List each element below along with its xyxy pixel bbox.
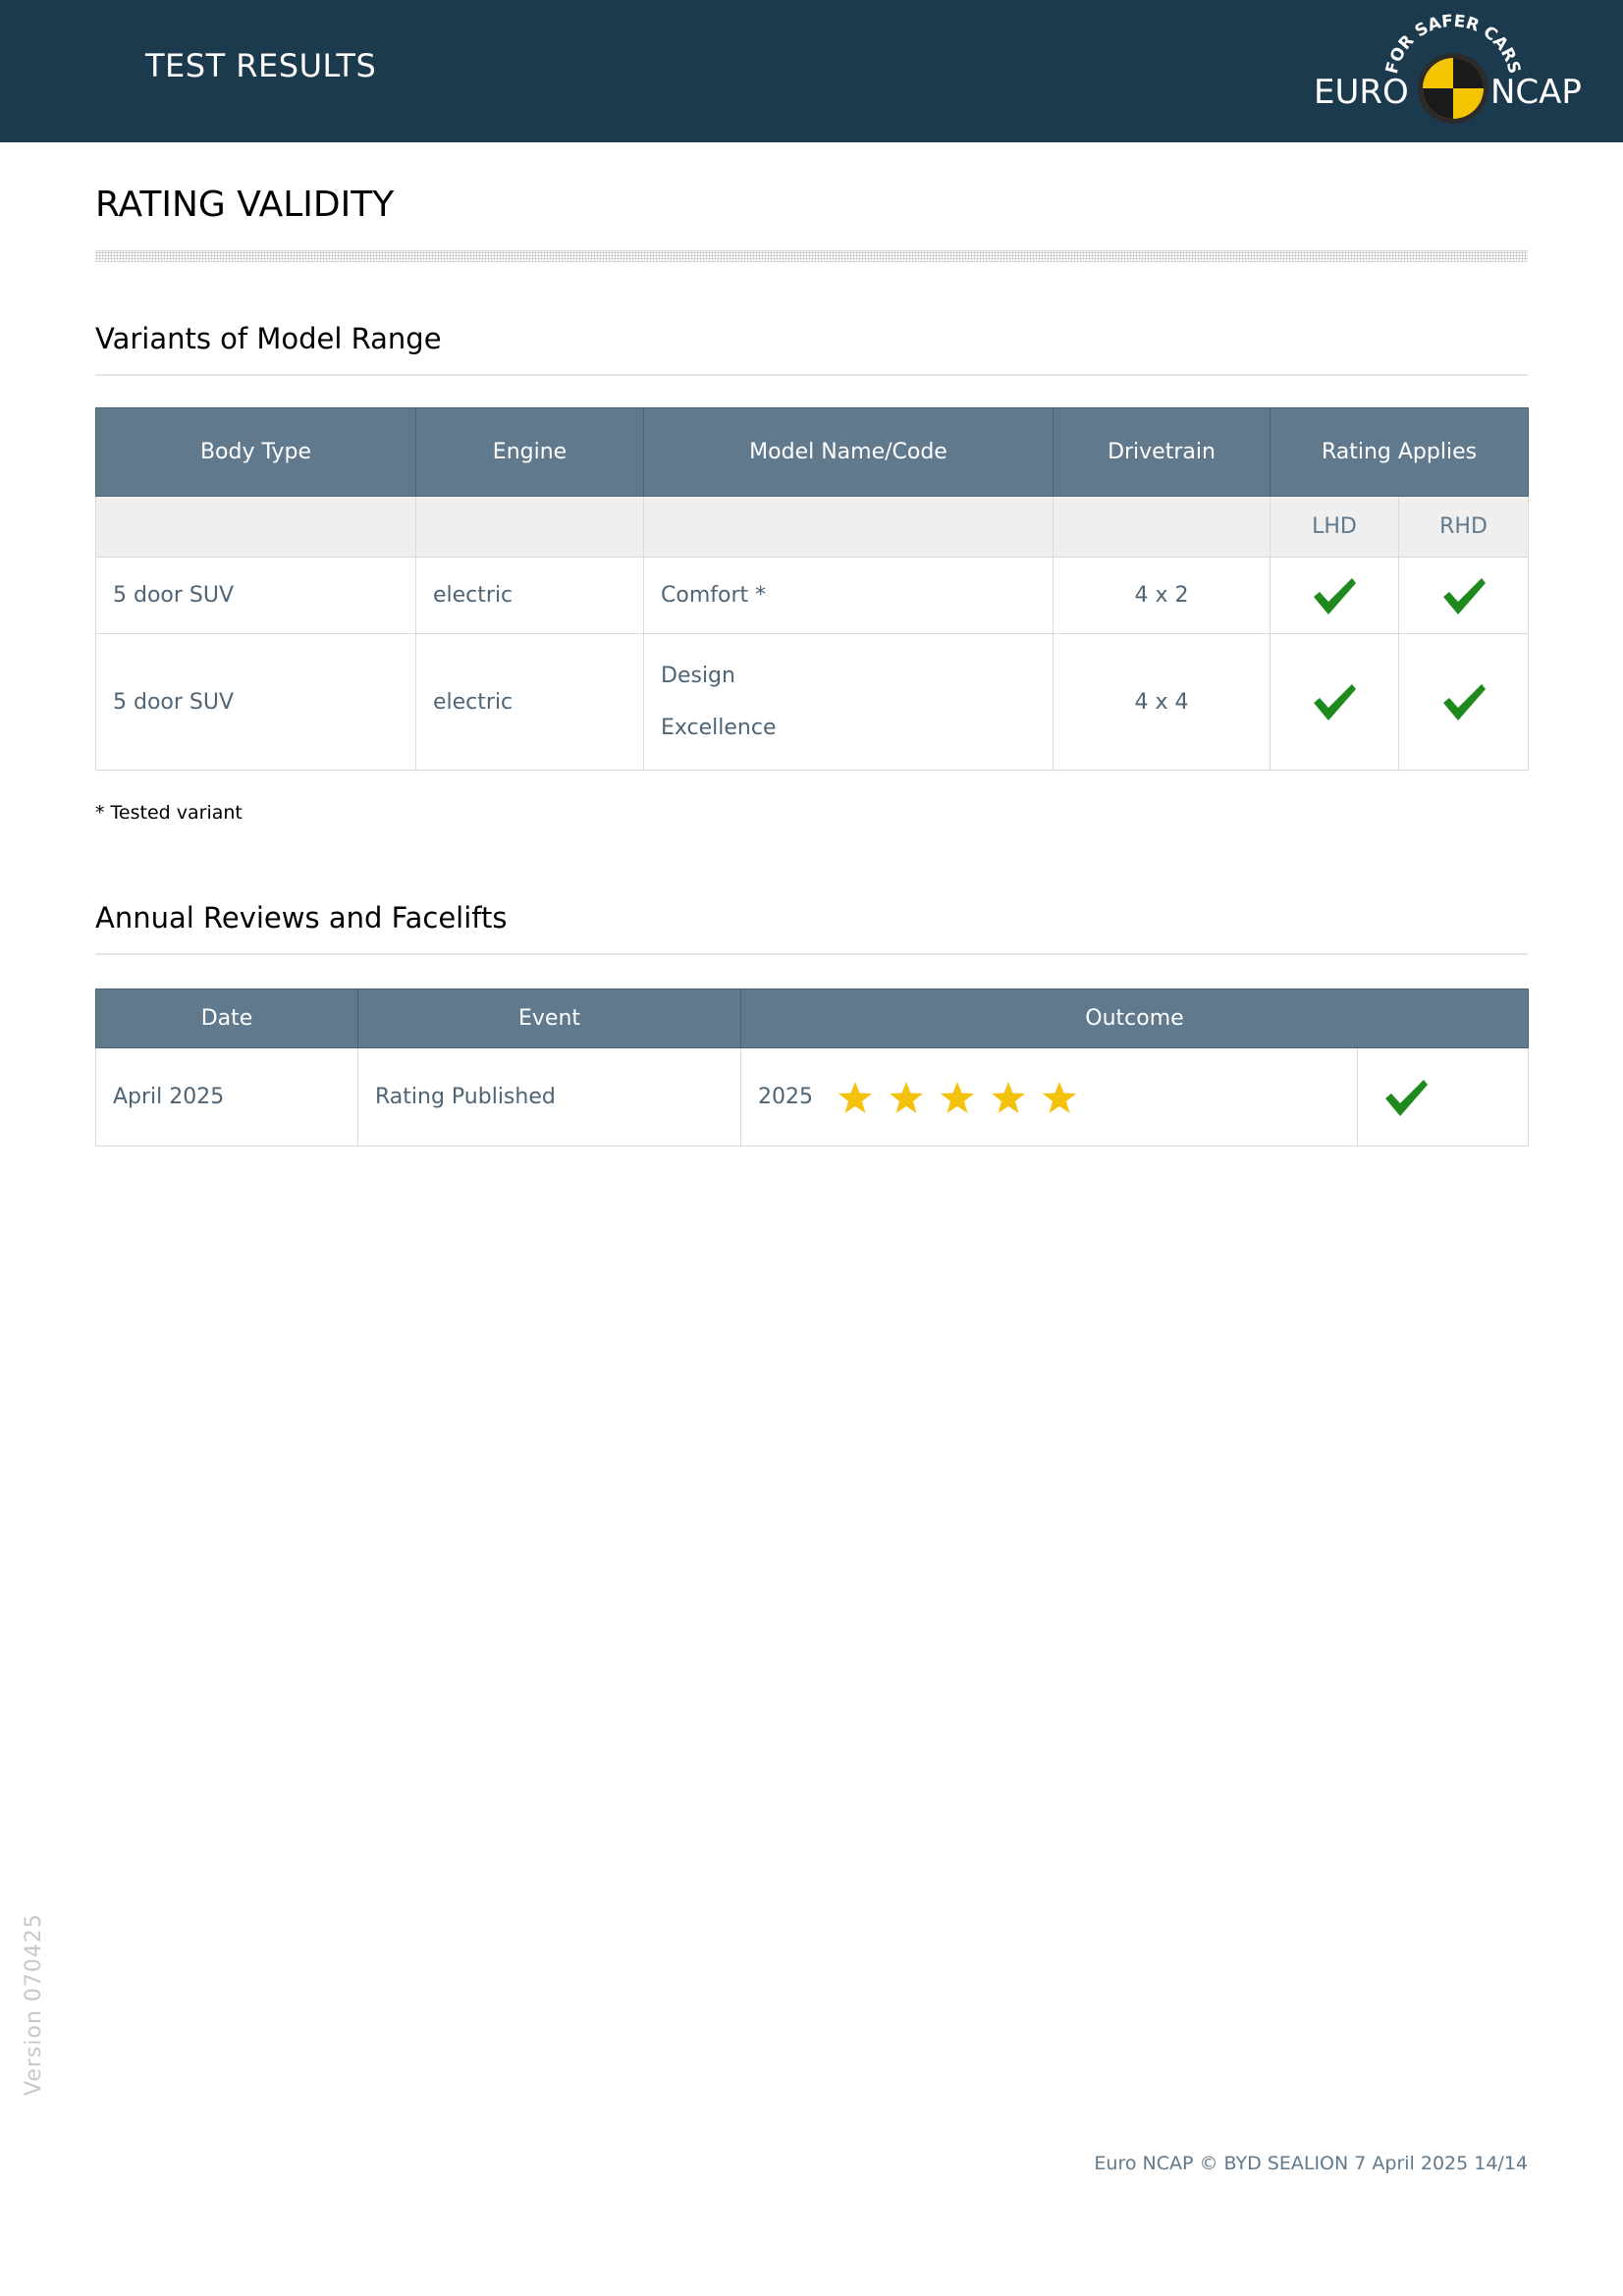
header-outcome: Outcome (741, 989, 1529, 1048)
lhd-cell (1271, 558, 1399, 634)
model-cell (644, 558, 1054, 634)
header-body-type: Body Type (96, 408, 416, 497)
checkmark-icon (1382, 1077, 1430, 1118)
date-cell: April 2025 (96, 1048, 358, 1147)
star-icon (889, 1081, 924, 1114)
reviews-section-divider (95, 953, 1528, 955)
star-icon (838, 1081, 873, 1114)
variants-table (95, 407, 1529, 771)
checkmark-icon (1440, 575, 1488, 616)
rating-year: 2025 (758, 1085, 813, 1109)
model-name: Comfort * (661, 583, 767, 608)
star-icon (991, 1081, 1026, 1114)
header-rhd: RHD (1399, 497, 1529, 558)
svg-text:NCAP: NCAP (1490, 73, 1582, 112)
engine-cell: electric (416, 634, 644, 771)
rhd-cell (1399, 634, 1529, 771)
header-engine: Engine (416, 408, 644, 497)
variants-section-divider (95, 374, 1528, 376)
table-row (96, 558, 1529, 634)
header-event: Event (358, 989, 741, 1048)
model-cell (644, 634, 1054, 771)
variants-section-title: Variants of Model Range (95, 322, 442, 355)
confirmed-cell (1358, 1048, 1529, 1147)
svg-text:EURO: EURO (1314, 73, 1409, 112)
model-name: Excellence (661, 716, 777, 740)
version-label: Version 070425 (22, 1913, 46, 2096)
header-model: Model Name/Code (644, 408, 1054, 497)
table-row (96, 634, 1529, 771)
page-header (0, 0, 1623, 142)
lhd-cell (1271, 634, 1399, 771)
tested-variant-footnote: * Tested variant (95, 802, 243, 824)
reviews-table (95, 988, 1529, 1147)
body-type-cell: 5 door SUV (96, 634, 416, 771)
table-row (96, 1048, 1529, 1147)
page-title: RATING VALIDITY (95, 185, 395, 225)
model-name: Design (661, 664, 735, 688)
event-cell: Rating Published (358, 1048, 741, 1147)
page-footer: Euro NCAP © BYD SEALION 7 April 2025 14/14 (1094, 2153, 1528, 2174)
rhd-cell (1399, 558, 1529, 634)
header-title: TEST RESULTS (145, 47, 377, 84)
checkmark-icon (1311, 575, 1358, 616)
header-drivetrain: Drivetrain (1054, 408, 1271, 497)
reviews-section-title: Annual Reviews and Facelifts (95, 901, 508, 934)
euro-ncap-logo (1306, 10, 1600, 133)
body-type-cell: 5 door SUV (96, 558, 416, 634)
star-icon (1042, 1081, 1077, 1114)
outcome-cell (741, 1048, 1358, 1147)
drivetrain-cell: 4 x 2 (1054, 558, 1271, 634)
title-divider (95, 250, 1528, 262)
drivetrain-cell: 4 x 4 (1054, 634, 1271, 771)
svg-text:FOR SAFER CARS: FOR SAFER CARS (1381, 11, 1525, 77)
engine-cell: electric (416, 558, 644, 634)
checkmark-icon (1311, 681, 1358, 722)
header-rating-applies: Rating Applies (1271, 408, 1529, 497)
checkmark-icon (1440, 681, 1488, 722)
star-icon (940, 1081, 975, 1114)
header-date: Date (96, 989, 358, 1048)
header-lhd: LHD (1271, 497, 1399, 558)
